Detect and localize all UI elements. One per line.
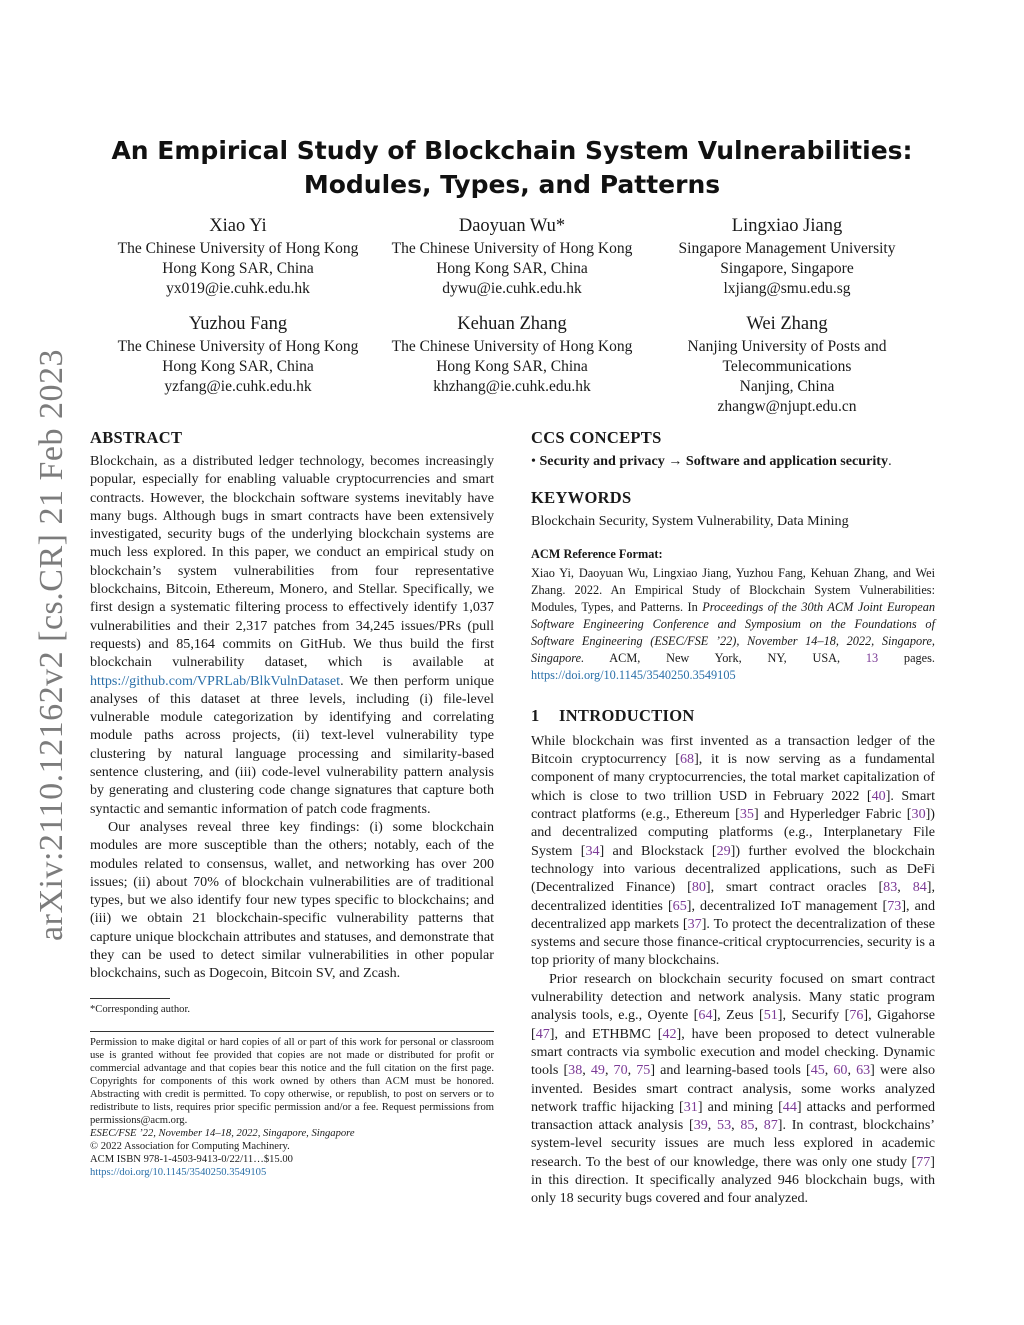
citation-link[interactable]: 84 [912,879,927,896]
ccs-heading: CCS CONCEPTS [531,428,662,447]
citation-link[interactable]: 35 [739,806,754,823]
intro-text: ], and ETHBMC [ [549,1025,663,1042]
acm-ref-authors: Xiao Yi, Daoyuan Wu, Lingxiao Jiang, Yuzhou Fang, Kehuan Zhang, and Wei Zhang. 2022. An Empirical Study of Blockchain System Vulnerabilities: Modules, Types, and Patterns. In [531,565,935,614]
citation-link[interactable]: 30 [911,806,926,823]
author-email: zhangw@njupt.edu.cn [717,398,857,415]
intro-text: ], it is now serving as a fundamental component of many cryptocurrencies, the total market capitalization of which is close to two trillion USD in February 2022 [ [531,751,935,804]
author-location: Hong Kong SAR, China [436,260,588,277]
intro-text: Prior research on blockchain security focused on smart contract vulnerability detection and network analysis. Many static program analysis tools, e.g., Oyente [ [531,970,935,1024]
intro-text: ]) and decentralized computing platforms (e.g., Interplanetary File System [ [531,806,935,859]
copyright-line: © 2022 Association for Computing Machinery. [90,1141,290,1152]
citation-link[interactable]: 64 [698,1007,713,1024]
abstract-paragraph-1 [90,452,494,818]
arxiv-stamp [28,350,76,940]
intro-text: ] attacks and performed transaction attack analysis [ [531,1098,935,1134]
citation-link[interactable]: 73 [887,897,902,914]
citation-link[interactable]: 38 [568,1062,583,1079]
author-affiliation: Singapore Management University [678,240,896,257]
citation-link[interactable]: 85 [740,1117,755,1134]
citation-link[interactable]: 47 [535,1025,550,1042]
intro-text: ], decentralized IoT management [ [686,897,888,914]
permission-text: Permission to make digital or hard copies of all or part of this work for personal or classroom use is granted without fee provided that copies are not made or distributed for profit or commercial advantage and that copies bear this notice and the full citation on the first page. Copyrights for components of this work owned by others than ACM must be honored. Abstracting with credit is permitted. To copy otherwise, or republish, to post on servers or to redistribute to lists, requires prior specific permission and/or a fee. Request permissions from permissions@acm.org. [90,1037,494,1126]
intro-text: ]. Smart contract platforms (e.g., Ethereum [ [531,787,936,823]
acm-ref-heading: ACM Reference Format: [531,546,663,561]
citation-link[interactable]: 39 [693,1117,708,1134]
author-block-3 [637,214,937,299]
intro-text: , [582,1062,591,1079]
citation-link[interactable]: 31 [683,1098,698,1115]
author-location: Hong Kong SAR, China [162,260,314,277]
abstract-text: . We then perform unique analyses of this dataset at three levels, including (i) file-level vulnerable module categorization by identifying and correlating module paths across projects, (ii) text-level vulnerability type clustering by natural language processing and similarity-based sentence clustering, and (iii) code-level vulnerability pattern analysis by generating and clustering code change signatures that capture both syntactic and semantic information of patch code fragments. [90,672,494,817]
citation-link[interactable]: 77 [916,1153,931,1170]
acm-ref-pages-label: pages. [878,650,935,665]
intro-text: , [707,1117,718,1134]
author-location: Hong Kong SAR, China [162,358,314,375]
author-block-6 [637,312,937,417]
author-block-4 [88,312,388,397]
intro-text: ] and learning-based tools [ [650,1062,811,1079]
citation-link[interactable]: 68 [680,751,695,768]
acm-ref-pages[interactable]: 13 [865,650,879,665]
intro-text: , [897,879,913,896]
acm-ref-text [531,565,935,684]
intro-text: ]) further evolved the blockchain technology into various decentralized applications, such as DeFi (Decentralized Finance) [ [531,842,935,896]
title-line-2: Modules, Types, and Patterns [303,170,721,199]
citation-link[interactable]: 49 [590,1062,605,1079]
author-affiliation: The Chinese University of Hong Kong [391,240,633,257]
author-email: dywu@ie.cuhk.edu.hk [442,280,582,297]
author-email: lxjiang@smu.edu.sg [723,280,851,297]
citation-link[interactable]: 53 [717,1117,732,1134]
citation-link[interactable]: 29 [716,842,731,859]
author-location: Hong Kong SAR, China [436,358,588,375]
intro-text: ], and decentralized app markets [ [531,897,935,932]
intro-paragraph-2 [531,970,935,1208]
abstract-section [90,428,494,983]
ccs-concepts [531,452,935,470]
intro-text: ] were also invented. Besides smart contract analysis, some works analyzed network traffic hijacking [ [531,1062,936,1115]
author-block-1 [88,214,388,299]
citation-link[interactable]: 60 [833,1062,848,1079]
venue-line: ESEC/FSE ’22, November 14–18, 2022, Singapore, Singapore [90,1128,355,1139]
author-email: yzfang@ie.cuhk.edu.hk [164,378,312,395]
intro-text: ], have been proposed to detect vulnerable smart contracts via symbolic execution and model checking. Dynamic tools [ [531,1025,935,1079]
intro-text: ]. In contrast, blockchains’ system-level security issues are much less explored in academic research. To the best of our knowledge, there was only one study [ [531,1117,936,1170]
acm-ref-doi-link[interactable]: https://doi.org/10.1145/3540250.3549105 [531,667,736,682]
citation-link[interactable]: 44 [782,1098,797,1115]
ccs-period: . [888,453,892,469]
author-name: Lingxiao Jiang [731,216,843,236]
author-block-5 [362,312,662,397]
section-number: 1 [531,705,540,725]
citation-link[interactable]: 42 [662,1025,677,1042]
section-title: INTRODUCTION [559,705,695,725]
author-name: Wei Zhang [746,314,828,334]
intro-paragraph-1 [531,732,935,970]
citation-link[interactable]: 51 [763,1007,778,1024]
author-affiliation: Nanjing University of Posts and [687,338,887,355]
intro-text: , [731,1117,741,1134]
intro-text: ], smart contract oracles [ [705,879,884,896]
corresponding-footnote: *Corresponding author. [90,1004,191,1015]
intro-text: While blockchain was first invented as a transaction ledger of the Bitcoin cryptocurrency [ [531,732,935,768]
intro-text: , [824,1062,834,1079]
acm-ref-publisher: ACM, New York, NY, USA, [584,650,866,665]
footnote-rule [90,998,170,999]
author-location: Nanjing, China [739,378,835,395]
citation-link[interactable]: 76 [849,1007,864,1024]
intro-text: ] and Blockstack [ [599,842,717,859]
title-line-1: An Empirical Study of Blockchain System Vulnerabilities: [111,136,913,165]
author-affiliation: The Chinese University of Hong Kong [117,338,359,355]
citation-link[interactable]: 80 [691,879,706,896]
intro-text: ] and mining [ [697,1098,783,1115]
author-affiliation-cont: Telecommunications [722,358,852,375]
ccs-subconcept: Software and application security [685,453,889,469]
citation-link[interactable]: 83 [883,879,898,896]
bullet: • [531,453,536,469]
author-name: Xiao Yi [209,216,267,236]
arxiv-stamp-text: arXiv:2110.12162v2 [cs.CR] 21 Feb 2023 [33,349,70,941]
intro-text: ]. To protect the decentralization of these systems and secure those finance-critical cryptocurrencies, security is a top priority of many blockchains. [531,915,935,969]
citation-link[interactable]: 34 [585,842,600,859]
right-column [531,428,935,1208]
citation-link[interactable]: 63 [856,1062,871,1079]
citation-link[interactable]: 75 [636,1062,651,1079]
intro-text: ] in this direction. It specifically analyzed 946 blockchain bugs, with only 18 security bugs covered and four analyzed. [531,1153,935,1207]
citation-link[interactable]: 37 [687,915,702,932]
author-affiliation: The Chinese University of Hong Kong [391,338,633,355]
intro-text: , [847,1062,857,1079]
intro-text: ], Securify [ [777,1007,850,1024]
intro-text: ], Zeus [ [712,1007,764,1024]
dataset-link[interactable]: https://github.com/VPRLab/BlkVulnDataset [90,672,341,689]
author-email: khzhang@ie.cuhk.edu.hk [433,378,591,395]
citation-link[interactable]: 45 [810,1062,825,1079]
author-email: yx019@ie.cuhk.edu.hk [166,280,310,297]
author-name: Yuzhou Fang [188,314,288,334]
paper-title [90,134,934,202]
doi-link[interactable]: https://doi.org/10.1145/3540250.3549105 [90,1167,267,1178]
permission-block [90,1036,494,1179]
intro-text: ], Gigahorse [ [531,1007,936,1042]
citation-link[interactable]: 70 [613,1062,628,1079]
intro-text: ], decentralized identities [ [531,879,935,914]
keywords-heading: KEYWORDS [531,488,632,508]
abstract-text: Blockchain, as a distributed ledger technology, becomes increasingly popular, especially for enabling valuable cryptocurrencies and smart contracts. However, the blockchain software systems inevitably have many bugs. Although bugs in smart contracts have been extensively investigated, security bugs of the underlying blockchain systems are much less explored. In this paper, we conduct an empirical study on blockchain’s system vulnerabilities from four representative blockchains, Bitcoin, Ethereum, Monero, and Stellar. Specifically, we first design a systematic filtering process to effectively identify 1,037 vulnerabilities and their 2,317 patches from 34,245 issues/PRs (pull requests) and 85,164 commits on GitHub. We thus build the first blockchain vulnerability dataset, which is available at [90,453,494,671]
citation-link[interactable]: 65 [672,897,687,914]
author-name: Kehuan Zhang [457,314,567,334]
acm-ref-venue: Proceedings of the 30th ACM Joint European Software Engineering Conference and Symposium on the Foundations of Software Engineering (ESEC/FSE ’22), November 14–18, 2022, Singapore, Singapore. [531,599,935,665]
intro-text: , [604,1062,614,1079]
keywords-text: Blockchain Security, System Vulnerability, Data Mining [531,513,849,530]
author-name: Daoyuan Wu* [458,216,566,236]
citation-link[interactable]: 40 [871,787,886,804]
intro-text: ] and Hyperledger Fabric [ [753,806,912,823]
abstract-paragraph-2: Our analyses reveal three key findings: (i) some blockchain modules are more susceptible than the others; notably, each of the modules related to consensus, wallet, and networking has over 200 issues; (ii) about 70% of blockchain vulnerabilities are of traditional types, but we also identify four new types specific to blockchains; and (iii) we obtain 21 blockchain-specific vulnerability patterns that capture unique blockchain attributes and statuses, and demonstrate that they can be used to detect similar vulnerabilities in other popular blockchains, such as Dogecoin, Bitcoin SV, and Zcash. [90,818,494,982]
permission-rule [90,1031,494,1032]
intro-text: , [754,1117,764,1134]
ccs-concept: Security and privacy [539,453,665,469]
intro-text: , [627,1062,637,1079]
ccs-arrow: → [668,453,683,469]
author-affiliation: The Chinese University of Hong Kong [117,240,359,257]
intro-heading [531,706,935,726]
author-block-2 [362,214,662,299]
isbn-line: ACM ISBN 978-1-4503-9413-0/22/11…$15.00 [90,1154,293,1165]
author-location: Singapore, Singapore [720,260,854,277]
citation-link[interactable]: 87 [763,1117,778,1134]
abstract-heading: ABSTRACT [90,428,183,447]
